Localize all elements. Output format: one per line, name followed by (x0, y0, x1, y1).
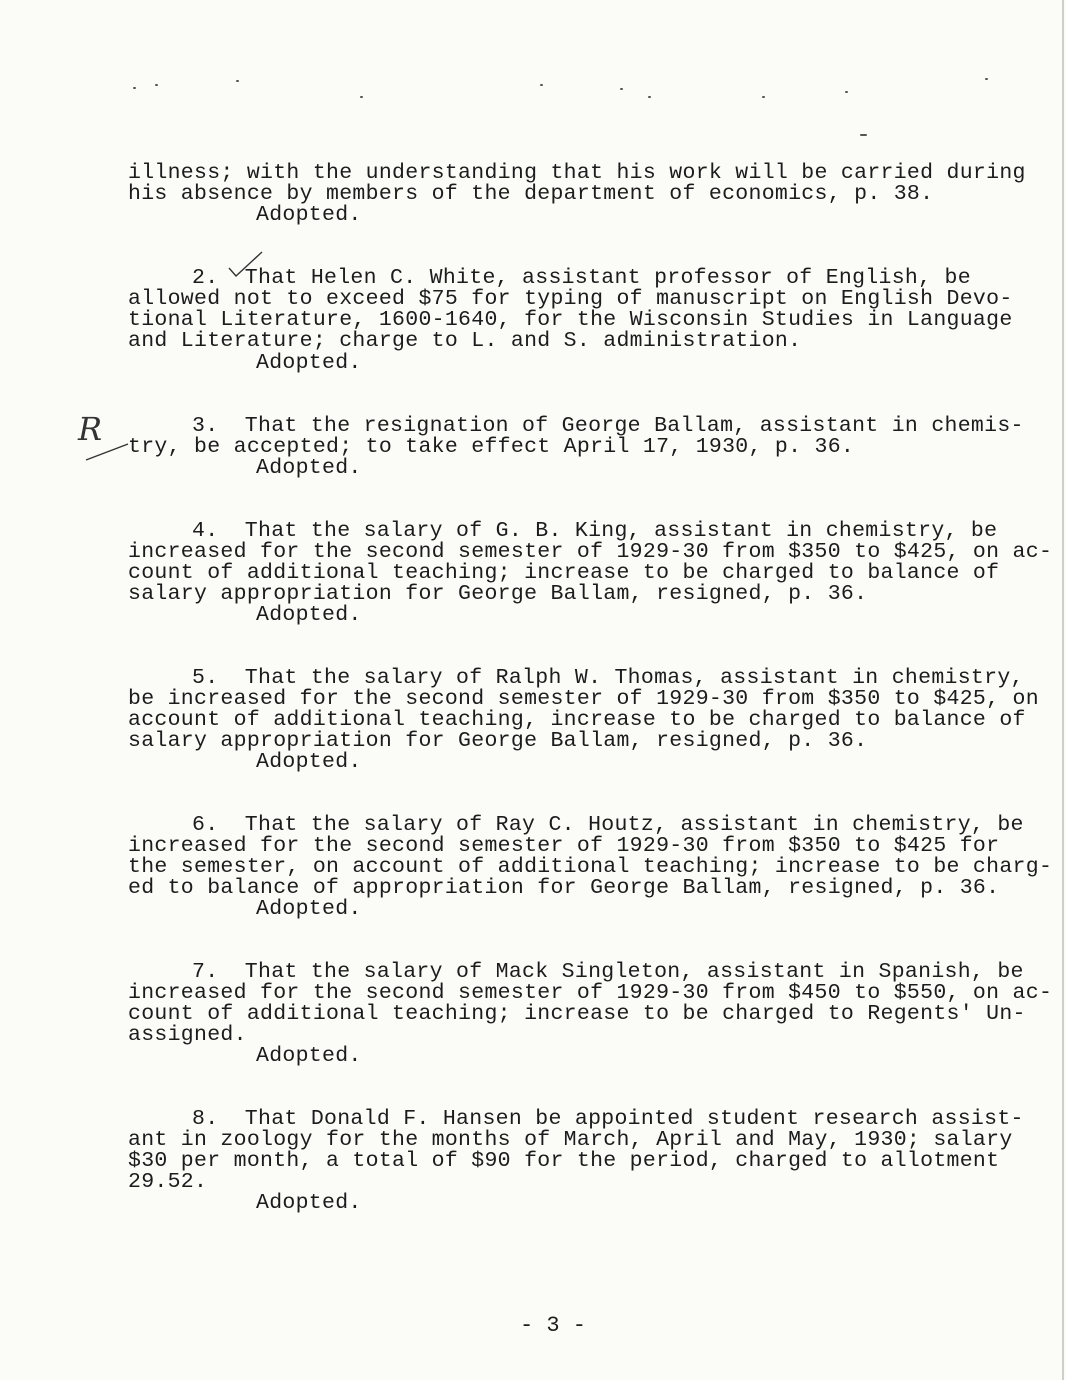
item-4-adopted: Adopted. (256, 603, 362, 627)
item-4-line-2: increased for the second semester of 1929-30 from $350 to $425, on ac- (128, 540, 1053, 564)
item-4-line-1: 4. That the salary of G. B. King, assistant in chemistry, be (192, 519, 998, 543)
item-3-adopted: Adopted. (256, 456, 362, 480)
item-8-line-3: $30 per month, a total of $90 for the period, charged to allotment (128, 1149, 1000, 1173)
scan-speck (155, 84, 158, 86)
item-8-line-2: ant in zoology for the months of March, April and May, 1930; salary (128, 1128, 1013, 1152)
item-8-adopted: Adopted. (256, 1191, 362, 1215)
item-5-line-2: be increased for the second semester of 1929-30 from $350 to $425, on (128, 687, 1039, 711)
intro-line-2: his absence by members of the department of economics, p. 38. (128, 182, 934, 206)
item-5-line-4: salary appropriation for George Ballam, resigned, p. 36. (128, 729, 868, 753)
scan-edge (1062, 0, 1064, 1380)
item-6-line-1: 6. That the salary of Ray C. Houtz, assistant in chemistry, be (192, 813, 1024, 837)
item-3-line-1: 3. That the resignation of George Ballam, assistant in chemis- (192, 414, 1024, 438)
item-7-line-1: 7. That the salary of Mack Singleton, assistant in Spanish, be (192, 960, 1024, 984)
item-4-line-3: count of additional teaching; increase to be charged to balance of (128, 561, 1000, 585)
item-5-line-1: 5. That the salary of Ralph W. Thomas, assistant in chemistry, (192, 666, 1024, 690)
scan-speck (540, 84, 543, 86)
intro-line-1: illness; with the understanding that his work will be carried during (128, 161, 1026, 185)
margin-note-r: R (78, 410, 103, 448)
item-7-line-2: increased for the second semester of 1929-30 from $450 to $550, on ac- (128, 981, 1053, 1005)
scan-speck (762, 96, 765, 98)
item-2-line-3: tional Literature, 1600-1640, for the Wisconsin Studies in Language (128, 308, 1013, 332)
margin-stroke (84, 440, 132, 464)
item-2-line-2: allowed not to exceed $75 for typing of manuscript on English Devo- (128, 287, 1013, 311)
item-7-line-4: assigned. (128, 1023, 247, 1047)
scan-speck (360, 96, 363, 98)
item-8-line-1: 8. That Donald F. Hansen be appointed student research assist- (192, 1107, 1024, 1131)
scan-speck (133, 87, 136, 89)
intro-adopted: Adopted. (256, 203, 362, 227)
scan-speck (620, 88, 623, 90)
item-2-line-4: and Literature; charge to L. and S. administration. (128, 329, 802, 353)
item-6-adopted: Adopted. (256, 897, 362, 921)
item-4-line-4: salary appropriation for George Ballam, resigned, p. 36. (128, 582, 868, 606)
item-7-adopted: Adopted. (256, 1044, 362, 1068)
item-3-line-2: try, be accepted; to take effect April 17, 1930, p. 36. (128, 435, 855, 459)
item-2-adopted: Adopted. (256, 351, 362, 375)
scan-speck (845, 91, 848, 93)
page-number: - 3 - (520, 1313, 587, 1338)
scan-speck (236, 80, 239, 82)
scan-speck (648, 96, 651, 98)
item-6-line-3: the semester, on account of additional teaching; increase to be charg- (128, 855, 1053, 879)
scan-speck (860, 134, 867, 136)
item-7-line-3: count of additional teaching; increase to be charged to Regents' Un- (128, 1002, 1026, 1026)
scan-speck (985, 78, 988, 80)
item-2-line-1: 2. That Helen C. White, assistant professor of English, be (192, 266, 971, 290)
item-6-line-2: increased for the second semester of 1929-30 from $350 to $425 for (128, 834, 1000, 858)
item-6-line-4: ed to balance of appropriation for George Ballam, resigned, p. 36. (128, 876, 1000, 900)
item-5-line-3: account of additional teaching, increase to be charged to balance of (128, 708, 1026, 732)
item-8-line-4: 29.52. (128, 1170, 208, 1194)
item-5-adopted: Adopted. (256, 750, 362, 774)
